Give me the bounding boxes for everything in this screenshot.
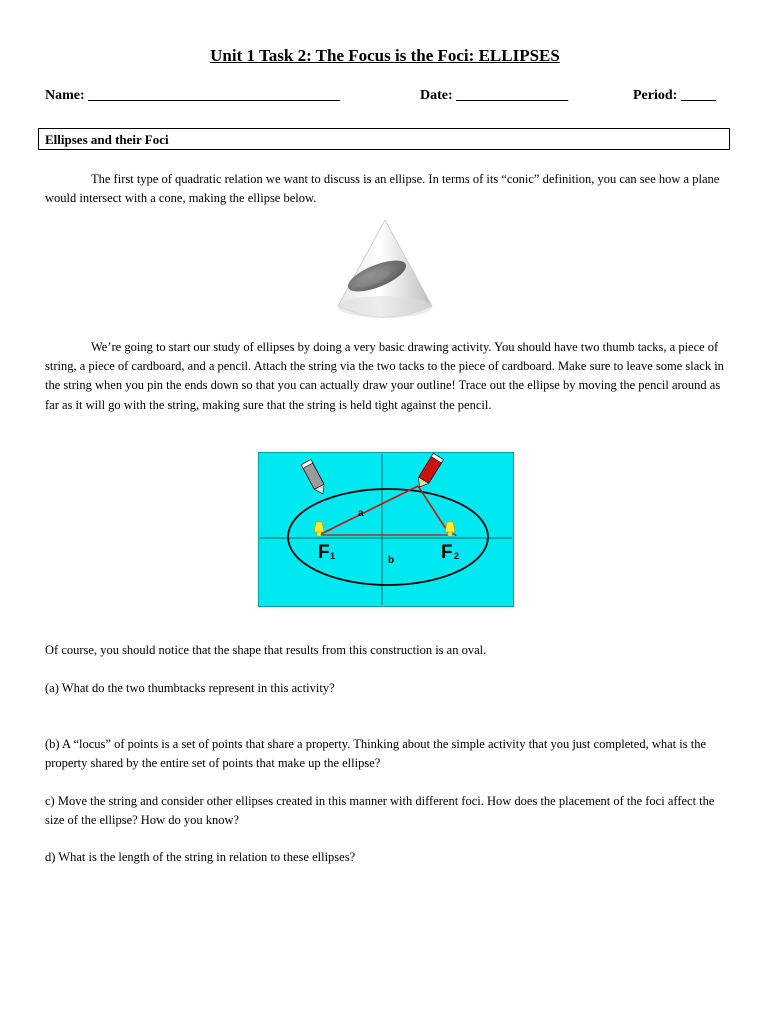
label-b: b	[388, 555, 395, 566]
section-heading-box	[38, 128, 730, 150]
notice-paragraph: Of course, you should notice that the shape that results from this construction is an oval.	[45, 643, 487, 657]
ellipse-diagram	[258, 452, 514, 607]
label-f1: F	[318, 542, 330, 563]
label-f2-sub: 2	[454, 551, 460, 561]
section-heading: Ellipses and their Foci	[45, 132, 169, 147]
activity-paragraph: We’re going to start our study of ellipses by doing a very basic drawing activity. You should have two thumb tacks, a piece of string, a piece of cardboard, and a pencil. Attach the string via the two tacks to the piece of cardboard. Make sure to leave some slack in the string when you pin the ends down so that you can actually draw your outline! Trace out the ellipse by moving the pencil around as far as it will go with the string, making sure that the string is held tight against the pencil.	[45, 340, 724, 412]
question-c: c) Move the string and consider other ellipses created in this manner with different foci. How does the placement of the foci affect the size of the ellipse? How do you know?	[45, 794, 715, 828]
date-field[interactable]: Date: ________________	[420, 88, 569, 103]
question-a: (a) What do the two thumbtacks represent in this activity?	[45, 681, 335, 695]
diagram-background	[258, 452, 514, 607]
intro-paragraph: The first type of quadratic relation we want to discuss is an ellipse. In terms of its “conic” definition, you can see how a plane would intersect with a cone, making the ellipse below.	[45, 172, 720, 206]
period-field[interactable]: Period: _____	[633, 88, 716, 103]
cone-illustration	[330, 216, 440, 328]
name-field[interactable]: Name: ____________________________________	[45, 88, 341, 103]
question-b: (b) A “locus” of points is a set of points that share a property. Thinking about the simple activity that you just completed, what is the property shared by the entire set of points that make up the ellipse?	[45, 737, 706, 771]
question-d: d) What is the length of the string in relation to these ellipses?	[45, 850, 356, 864]
label-f2: F	[441, 542, 453, 563]
label-f1-sub: 1	[330, 551, 336, 561]
label-a: a	[358, 508, 364, 519]
page-title: Unit 1 Task 2: The Focus is the Foci: ELLIPSES	[210, 46, 560, 65]
